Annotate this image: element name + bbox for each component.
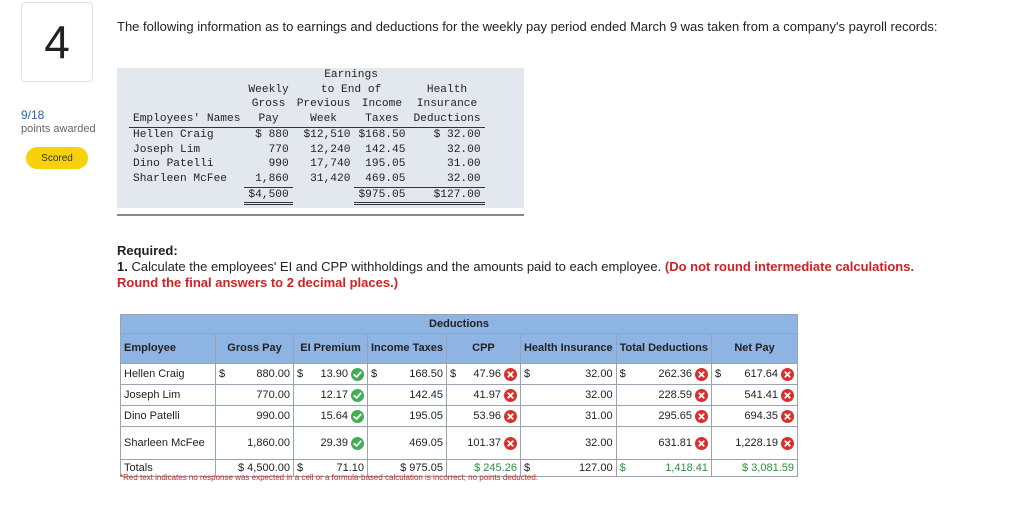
x-circle-icon [504, 410, 517, 423]
ledger-health: 32.00 [409, 172, 484, 187]
ledger-tax: 142.45 [365, 143, 406, 156]
ledger-header-pay: Pay [244, 112, 292, 127]
cell-total[interactable] [616, 406, 711, 427]
cell-value-income: 195.05 [409, 410, 443, 422]
col-header-cpp: CPP [446, 334, 520, 364]
col-header-health: Health Insurance [520, 334, 616, 364]
cell-content [297, 389, 364, 402]
cell-content [371, 410, 443, 422]
cell-value-income: 469.05 [409, 437, 443, 449]
dollar-sign: $ [619, 368, 626, 380]
cell-value-income: 168.50 [409, 368, 443, 380]
total-value-ei: 71.10 [336, 462, 364, 474]
payroll-ledger [117, 68, 524, 208]
cell-content [715, 389, 794, 402]
cell-ei[interactable] [294, 364, 368, 385]
ledger-gross: 770 [268, 143, 289, 156]
cell-value-health: 32.00 [585, 389, 613, 401]
cell-content [219, 389, 290, 401]
cell-income [368, 385, 447, 406]
cell-value-cpp: 53.96 [473, 410, 501, 422]
dollar-sign: $ [715, 368, 722, 380]
cell-value-health: 31.00 [585, 410, 613, 422]
ledger-total-health: $127.00 [409, 187, 484, 204]
cell-content [371, 368, 443, 380]
dollar-sign: $ [449, 368, 457, 380]
ledger-health: 31.00 [447, 158, 481, 171]
ledger-previous: $12,510 [303, 128, 351, 141]
cell-net[interactable] [712, 427, 798, 460]
cell-employee: Dino Patelli [121, 406, 216, 427]
x-circle-icon [781, 410, 794, 423]
cell-value-cpp: 47.96 [473, 368, 501, 380]
x-circle-icon [504, 368, 517, 381]
total-total [616, 460, 711, 477]
ledger-header-names: Employees' Names [129, 112, 244, 127]
cell-content [524, 368, 613, 380]
cell-employee: Joseph Lim [121, 385, 216, 406]
cell-income [368, 406, 447, 427]
col-header-net: Net Pay [712, 334, 798, 364]
scored-badge: Scored [26, 147, 88, 169]
cell-employee: Hellen Craig [121, 364, 216, 385]
instruction-number: 1. [117, 259, 128, 274]
cell-income [368, 427, 447, 460]
cell-cpp[interactable] [446, 364, 520, 385]
cell-value-ei: 29.39 [320, 437, 348, 449]
ledger-tax: 195.05 [365, 158, 406, 171]
x-circle-icon [504, 389, 517, 402]
total-value-health: 127.00 [578, 462, 613, 474]
cell-content [219, 437, 290, 449]
instruction-text: Calculate the employees' EI and CPP withholdings and the amounts paid to each employee. [127, 259, 665, 274]
total-net [712, 460, 798, 477]
cell-gross [216, 364, 294, 385]
cell-content [620, 368, 708, 381]
cell-content [297, 410, 364, 423]
ledger-total-gross: $4,500 [244, 187, 292, 204]
cell-ei[interactable] [294, 406, 368, 427]
ledger-tax: 469.05 [354, 172, 409, 187]
cell-net[interactable] [712, 406, 798, 427]
ledger-gross: 1,860 [244, 172, 292, 187]
cell-value-net: 541.41 [744, 389, 779, 401]
cell-content [450, 389, 517, 402]
cell-value-total: 228.59 [658, 389, 693, 401]
cell-value-total: 262.36 [658, 368, 693, 380]
ledger-total-tax: $975.05 [354, 187, 409, 204]
ledger-totals-row [129, 187, 493, 204]
ledger-header-to-end-of: to End of [320, 83, 382, 96]
score-value: 9/18 [21, 108, 45, 122]
instruction-note: (Do not round intermediate calculations. Round the final answers to 2 decimal places.) [117, 259, 915, 290]
total-value-cpp: $ 245.26 [474, 462, 517, 474]
ledger-divider [117, 214, 524, 216]
cell-value-gross: 770.00 [256, 389, 290, 401]
required-label: Required: [117, 243, 178, 258]
table-row [121, 427, 798, 460]
col-header-income: Income Taxes [368, 334, 447, 364]
cell-value-ei: 15.64 [320, 410, 348, 422]
cell-cpp[interactable] [446, 427, 520, 460]
x-circle-icon [504, 437, 517, 450]
deductions-group-header: Deductions [121, 315, 798, 334]
ledger-header-deductions: Deductions [409, 112, 484, 127]
total-value-gross: $ 4,500.00 [238, 462, 290, 474]
ledger-previous: 17,740 [310, 158, 351, 171]
ledger-name: Sharleen McFee [133, 173, 227, 186]
dollar-sign: $ [297, 368, 304, 380]
cell-value-cpp: 101.37 [467, 437, 501, 449]
cell-content [219, 368, 290, 380]
ledger-gross: $ 880 [255, 128, 289, 141]
cell-content [524, 410, 613, 422]
cell-net[interactable] [712, 364, 798, 385]
x-circle-icon [695, 368, 708, 381]
cell-gross [216, 427, 294, 460]
ledger-header-health: Health [426, 83, 468, 96]
cell-health [520, 364, 616, 385]
ledger-name: Dino Patelli [133, 158, 214, 171]
ledger-header-previous: Previous [296, 98, 351, 111]
cell-health [520, 385, 616, 406]
ledger-table [129, 68, 493, 205]
dollar-sign: $ [523, 368, 531, 380]
cell-content [620, 410, 708, 423]
cell-content [715, 437, 794, 450]
total-content [620, 462, 708, 474]
cell-value-health: 32.00 [585, 368, 613, 380]
cell-value-cpp: 41.97 [473, 389, 501, 401]
cell-content [450, 437, 517, 450]
cell-content [371, 437, 443, 449]
cell-content [219, 410, 290, 422]
ledger-header-taxes: Taxes [354, 112, 409, 127]
x-circle-icon [695, 437, 708, 450]
cell-content [450, 410, 517, 423]
total-content [715, 462, 794, 474]
cell-content [715, 368, 794, 381]
intro-text: The following information as to earnings and deductions for the weekly pay period ended March 9 was taken from a company's payroll records: [117, 19, 938, 34]
cell-total[interactable] [616, 385, 711, 406]
ledger-row [129, 143, 493, 158]
cell-value-net: 694.35 [744, 410, 779, 422]
score-label: points awarded [21, 123, 96, 135]
cell-value-health: 32.00 [585, 437, 613, 449]
cell-value-ei: 13.90 [320, 368, 348, 380]
table-row [121, 406, 798, 427]
cell-content [620, 437, 708, 450]
cell-cpp[interactable] [446, 385, 520, 406]
cell-cpp[interactable] [446, 406, 520, 427]
ledger-previous: 31,420 [310, 173, 351, 186]
cell-value-gross: 990.00 [256, 410, 290, 422]
ledger-health: $ 32.00 [433, 128, 481, 141]
ledger-previous: 12,240 [310, 143, 351, 156]
x-circle-icon [695, 389, 708, 402]
question-number: 4 [21, 2, 93, 82]
dollar-sign: $ [619, 462, 626, 474]
cell-value-total: 631.81 [658, 437, 693, 449]
x-circle-icon [781, 389, 794, 402]
check-circle-icon [351, 410, 364, 423]
check-circle-icon [351, 389, 364, 402]
cell-content [524, 389, 613, 401]
ledger-gross: 990 [268, 158, 289, 171]
cell-health [520, 406, 616, 427]
ledger-header-insurance: Insurance [416, 98, 478, 111]
ledger-name: Hellen Craig [133, 128, 214, 141]
ledger-name: Joseph Lim [133, 143, 201, 156]
ledger-header-gross: Gross [251, 98, 286, 111]
cell-value-income: 142.45 [409, 389, 443, 401]
cell-content [715, 410, 794, 423]
cell-content [297, 368, 364, 381]
ledger-health: 32.00 [447, 143, 481, 156]
cell-total[interactable] [616, 427, 711, 460]
footnote: *Red text indicates no response was expected in a cell or a formula-based calculation is incorrect; no points deducted. [120, 473, 539, 482]
answer-table [120, 314, 798, 477]
cell-value-total: 295.65 [658, 410, 693, 422]
col-header-employee: Employee [121, 334, 216, 364]
cell-ei[interactable] [294, 427, 368, 460]
cell-health [520, 427, 616, 460]
cell-total[interactable] [616, 364, 711, 385]
ledger-header-weekly: Weekly [248, 83, 289, 96]
instruction [117, 259, 917, 291]
cell-value-net: 1,228.19 [735, 437, 779, 449]
col-header-ei: EI Premium [294, 334, 368, 364]
cell-content [450, 368, 517, 381]
total-value-net: $ 3,081.59 [742, 462, 795, 474]
x-circle-icon [695, 410, 708, 423]
ledger-row [129, 127, 493, 142]
ledger-row [129, 157, 493, 172]
cell-value-ei: 12.17 [320, 389, 348, 401]
check-circle-icon [351, 368, 364, 381]
cell-content [371, 389, 443, 401]
ledger-row [129, 172, 493, 187]
cell-content [524, 437, 613, 449]
cell-ei[interactable] [294, 385, 368, 406]
dollar-sign: $ [371, 368, 378, 380]
cell-income [368, 364, 447, 385]
cell-content [297, 437, 364, 450]
dollar-sign: $ [219, 368, 226, 380]
ledger-tax: $168.50 [358, 128, 406, 141]
cell-value-gross: 1,860.00 [247, 437, 290, 449]
cell-gross [216, 385, 294, 406]
total-value-total: 1,418.41 [665, 462, 709, 474]
cell-net[interactable] [712, 385, 798, 406]
cell-gross [216, 406, 294, 427]
dollar-sign: $ [297, 462, 304, 474]
col-header-total: Total Deductions [616, 334, 711, 364]
x-circle-icon [781, 368, 794, 381]
dollar-sign: $ [523, 462, 531, 474]
ledger-header-income: Income [361, 98, 403, 111]
table-row [121, 364, 798, 385]
cell-value-net: 617.64 [744, 368, 779, 380]
ledger-header-week: Week [293, 112, 355, 127]
table-row [121, 385, 798, 406]
total-value-income: $ 975.05 [400, 462, 443, 474]
col-header-gross: Gross Pay [216, 334, 294, 364]
ledger-header-earnings: Earnings [324, 69, 378, 81]
total-value-label: Totals [124, 462, 153, 474]
cell-value-gross: 880.00 [256, 368, 290, 380]
check-circle-icon [351, 437, 364, 450]
x-circle-icon [781, 437, 794, 450]
cell-content [620, 389, 708, 402]
cell-employee: Sharleen McFee [121, 427, 216, 460]
